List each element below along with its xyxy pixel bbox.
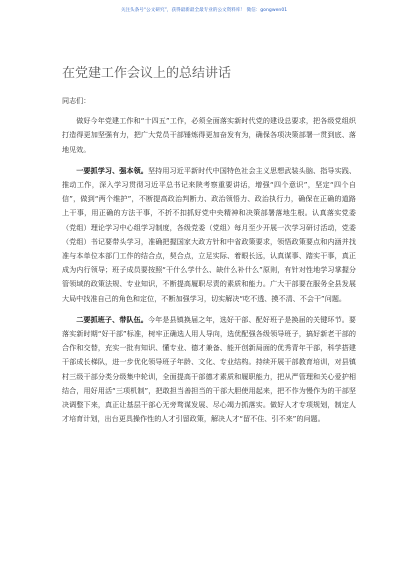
promo-banner-text: 关注头条号“公文研究”，获得最新最全最专业的公文资料库！ 微信：gongwen01 bbox=[120, 8, 288, 13]
paragraph-heading: 二要抓班子、带队伍。 bbox=[76, 314, 148, 324]
document-body bbox=[62, 94, 356, 426]
top-banner-bar bbox=[0, 0, 408, 44]
paragraph-body: 今年是县镇换届之年，选好干部、配好班子是换届的关键环节。要落实新时期“好干部”标准，树牢正确选人用人导向，选优配强各级领导班子，搞好新老干部的合作和交替，充实一批有知识、懂专业、德才兼备、能开创新局面的优秀青年干部，科学搭建干部成长梯队，进一步优化领导班子年龄、文化、专业结构。持续开展干部教育培训，对县镇村三级干部分类分级集中轮训，全面提高干部德才素质和履职能力，把从严管理和关心爱护相结合，用好用活“三项机制”，把敢担当善担当的干部大胆使用起来，把不作为慢作为的干部坚决调整下来，真正让基层干部心无旁骛谋发展、尽心竭力抓落实。做好人才专项规划，制定人才培育计划，出台更具操作性的人才引留政策，解决人才“留不住、引不来”的问题。 bbox=[62, 314, 357, 424]
paragraph-team bbox=[62, 313, 356, 427]
paragraph-body: 做好今年党建工作和“十四五”工作，必须全面落实新时代党的建设总要求，把各级党组织打造得更加坚强有力，把广大党员干部锤炼得更加奋发有为，确保各项决策部署一贯到底、落地见效。 bbox=[62, 116, 356, 154]
greeting: 同志们： bbox=[62, 96, 91, 105]
paragraph-intro bbox=[62, 114, 356, 157]
paragraph-learning bbox=[62, 164, 356, 306]
paragraph-heading: 一要抓学习、强本领。 bbox=[76, 165, 148, 175]
document-title: 在党建工作会议上的总结讲话 bbox=[62, 66, 232, 81]
paragraph-body: 坚持用习近平新时代中国特色社会主义思想武装头脑、指导实践、推动工作，深入学习贯彻习近平总书记来陕考察重要讲话，增强“四个意识”，坚定“四个自信”，做到“两个维护”，不断提高政治判断力、政治领悟力、政治执行力，确保在正确的道路上干事，用正确的方法干事，不折不扣抓好党中央精神和决策部署落地生根。认真落实党委（党组）理论学习中心组学习制度，各级党委（党组）每月至少开展一次学习研讨活动，党委（党组）书记要带头学习，准确把握国家大政方针和中省政策要求，领悟政策要点和内涵并找准与本单位本部门工作的结合点，契合点，立足实际、着眼长远，认真谋事、踏实干事，真正成为内行领导；班子成员要按照“干什么学什么、缺什么补什么”原则，有针对性地学习掌握分管领域的政策法规、专业知识，不断提高履职尽责的素质和能力。广大干部要在服务全县发展大局中找准自己的角色和定位，不断加强学习，切实解决“吃不透、摸不清、不会干”问题。 bbox=[62, 165, 357, 303]
